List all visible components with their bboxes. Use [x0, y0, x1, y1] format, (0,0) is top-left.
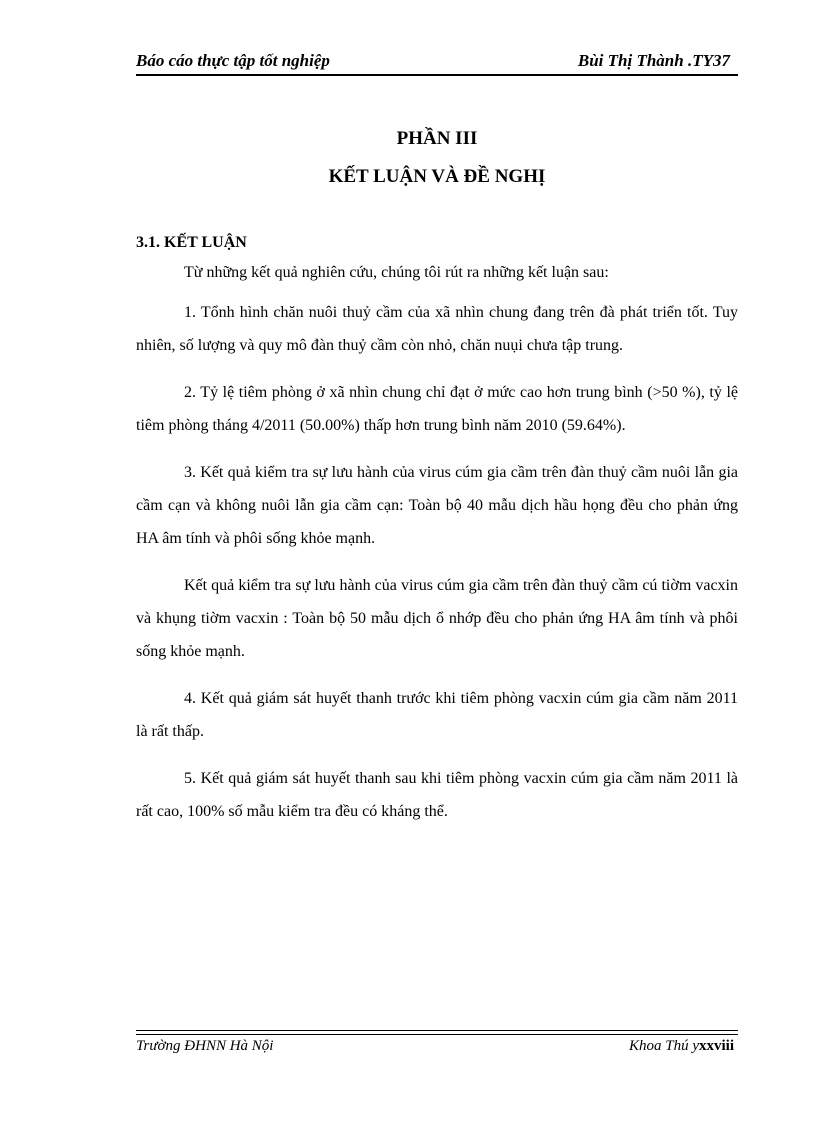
page-number: xxviii: [698, 1038, 734, 1054]
footer-faculty: Khoa Thú y: [628, 1038, 699, 1054]
section-intro: Từ những kết quả nghiên cứu, chúng tôi rút ra những kết luận sau:: [184, 264, 609, 281]
footer-university: Trường ĐHNN Hà Nội: [136, 1038, 274, 1054]
section-body: [136, 258, 738, 842]
footer-rule-bottom: [136, 1034, 738, 1035]
footer-rule-top: [136, 1030, 738, 1031]
footer-faculty-page: [629, 1038, 734, 1055]
part-title: KẾT LUẬN VÀ ĐỀ NGHỊ: [328, 166, 546, 187]
conclusion-item-3: 3. Kết quả kiểm tra sự lưu hành của virus cúm gia cầm trên đàn thuỷ cầm nuôi lẫn gia cầm cạn và không nuôi lẫn gia cầm cạn: Toàn bộ 40 mẫu dịch hầu họng đều cho phản ứng HA âm tính và phôi sống khỏe mạnh.: [136, 464, 738, 547]
header-author: Bùi Thị Thành .TY37: [577, 51, 730, 70]
conclusion-item-5: 5. Kết quả giám sát huyết thanh sau khi tiêm phòng vacxin cúm gia cầm năm 2011 là rất cao, 100% số mẫu kiểm tra đều có kháng thể.: [136, 770, 738, 820]
section-title: 3.1. KẾT LUẬN: [136, 234, 247, 251]
conclusion-item-2: 2. Tỷ lệ tiêm phòng ở xã nhìn chung chỉ đạt ở mức cao hơn trung bình (>50 %), tỷ lệ tiêm phòng tháng 4/2011 (50.00%) thấp hơn trung bình năm 2010 (59.64%).: [136, 384, 738, 434]
part-number: PHẦN III: [396, 128, 478, 149]
conclusion-item-4: 4. Kết quả giám sát huyết thanh trước khi tiêm phòng vacxin cúm gia cầm năm 2011 là rất thấp.: [136, 690, 738, 740]
page-footer: [136, 1030, 738, 1060]
page-header: [136, 50, 738, 76]
conclusion-item-3-continued: Kết quả kiểm tra sự lưu hành của virus cúm gia cầm trên đàn thuỷ cầm cú tiờm vacxin và khụng tiờm vacxin : Toàn bộ 50 mẫu dịch ổ nhớp đều cho phản ứng HA âm tính và phôi sống khỏe mạnh.: [136, 577, 738, 660]
conclusion-item-1: 1. Tổnh hình chăn nuôi thuỷ cầm của xã nhìn chung đang trên đà phát triển tốt. Tuy nhiên, số lượng và quy mô đàn thuỷ cầm còn nhỏ, chăn nuụi chưa tập trung.: [136, 304, 738, 354]
header-report-title: Báo cáo thực tập tốt nghiệp: [136, 51, 330, 70]
